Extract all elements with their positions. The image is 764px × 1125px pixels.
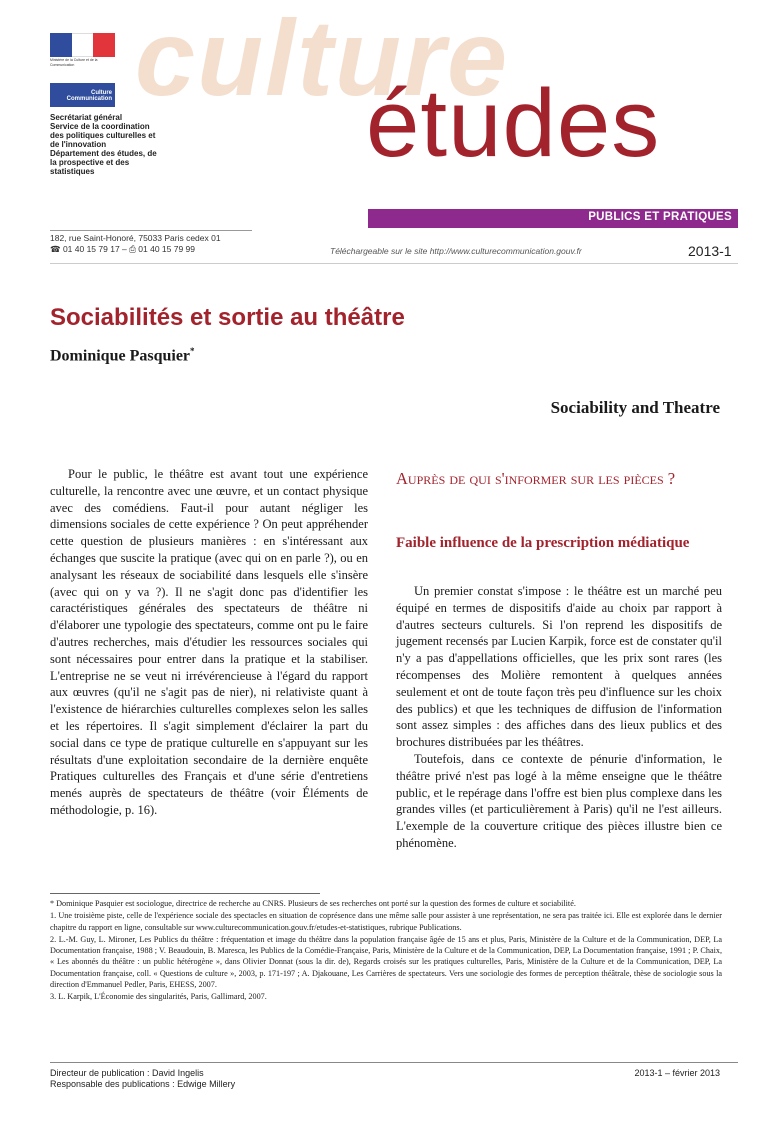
phone-line: ☎ 01 40 15 79 17 – ⎙ 01 40 15 79 99 [50, 244, 195, 254]
author-name: Dominique Pasquier [50, 347, 191, 365]
logo-ministry-text: Ministère de la Culture et de la Communication [50, 58, 98, 67]
french-flag-icon [50, 33, 115, 57]
footer-divider [50, 1062, 738, 1063]
body-paragraph: Un premier constat s'impose : le théâtre est un marché peu équipé en termes de dispositifs d'aide au choix par rapport à d'autres secteurs culturels. Si l'on reprend les dispositifs de jugement recensés par Lucien Karpik, force est de constater qu'il n'y a pas d'appellations officielles, que les prix sont rares (les récompenses des Molière remontent à quelques années seulement et ont de toute façon très peu d'influence sur les choix des publics) et que les techniques de diffusion de l'information sont assez simples : des affiches dans des lieux publics et des brochures distribuées par les théâtres. [396, 584, 722, 750]
header-divider [50, 263, 738, 264]
footnote: 2. L.-M. Guy, L. Mironer, Les Publics du théâtre : fréquentation et image du théâtre dans la population française âgée de 15 ans et plus, Paris, Ministère de la Culture et de la Communication, DEP, La Documentation française, 1988 ; V. Beaudouin, B. Maresca, les Publics de la Comédie-Française, Paris, Ministère de la Culture et de la Communication, DEP, La Documentation française, 1991 ; P. Chaix, « Les abonnés du théâtre : un public hétérogène », dans Olivier Donnat (sous la dir. de), Regards croisés sur les pratiques culturelles, Paris, Ministère de la Culture et de la Communication, DEP, La Documentation française, coll. « Questions de culture », 2003, p. 171-197 ; A. Djakouane, Les Carrières de spectateurs. Vers une sociologie des formes de perception théâtrale, thèse de sociologie sous la direction d'Emmanuel Pedler, Paris, EHESS, 2007. [50, 934, 722, 990]
section-heading: Auprès de qui s'informer sur les pièces ? [396, 469, 676, 488]
left-column [50, 466, 368, 819]
subsection-heading: Faible influence de la prescription médiatique [396, 535, 690, 551]
series-banner [368, 209, 738, 228]
issue-number: 2013-1 [688, 243, 732, 259]
publication-responsible: Responsable des publications : Edwige Millery [50, 1079, 236, 1089]
org-line: Service de la coordination des politiques culturelles et de l'innovation [50, 122, 156, 149]
article-title: Sociabilités et sortie au théâtre [50, 304, 405, 331]
article-author [50, 346, 195, 365]
download-site-text: Téléchargeable sur le site http://www.culturecommunication.gouv.fr [330, 246, 582, 256]
address-line: 182, rue Saint-Honoré, 75033 Paris cedex 01 [50, 233, 221, 243]
address-block [50, 233, 330, 255]
series-label: PUBLICS ET PRATIQUES [588, 211, 732, 223]
org-line: Secrétariat général [50, 113, 123, 122]
footer-credits [50, 1068, 235, 1090]
footnotes [50, 898, 722, 1004]
body-paragraph: Pour le public, le théâtre est avant tout une expérience culturelle, la rencontre avec une œuvre, et un contact physique avec des comédiens. Faut-il pour autant négliger les dimensions sociales de cette expérience ? On peut appréhender cette question de plusieurs manières : en s'intéressant aux échanges que suscite la pratique (avec qui on en parle ?), ou en analysant les réseaux de sociabilité dans lesquels elle s'insère (avec qui on y va ?). Il ne s'agit donc pas d'identifier les caractéristiques générales des spectateurs de théâtre ni d'élaborer une typologie des spectateurs, comme ont pu le faire d'autres recherches, mais d'étudier les ressources sociales qui sont nécessaires pour entrer dans la pratique et la stabiliser. L'entreprise ne se veut ni irrévérencieuse à l'égard du rapport aux œuvres (qu'il ne s'agit pas de nier), ni relativiste quant à l'existence de hiérarchies culturelles complexes selon les salles et les répertoires. Il s'agit simplement d'éclairer la part du social dans ce type de pratique culturelle en s'appuyant sur les résultats d'une exploitation secondaire de la dernière enquête Pratiques culturelles des Français et d'une série d'entretiens menés auprès de spectateurs de théâtre (voir Éléments de méthodologie, p. 16). [50, 467, 368, 817]
body-paragraph: Toutefois, dans ce contexte de pénurie d'information, le théâtre privé n'est pas logé à la même enseigne que le théâtre public, et le repérage dans l'offre est bien plus complexe dans les grandes villes (et particulièrement à Paris) qu'il ne l'est ailleurs. L'exemple de la couverture critique des pièces illustre bien ce phénomène. [396, 751, 722, 850]
footnote-divider [50, 893, 320, 894]
author-note-marker: * [190, 346, 195, 356]
address-divider [50, 230, 252, 231]
footnote: * Dominique Pasquier est sociologue, directrice de recherche au CNRS. Plusieurs de ses recherches ont porté sur la question des formes de culture et sociabilité. [50, 899, 576, 908]
ministry-logo [50, 33, 115, 107]
english-subtitle: Sociability and Theatre [550, 398, 720, 417]
logo-band-text: Culture Communication [66, 90, 112, 102]
org-line: Département des études, de la prospective et des statistiques [50, 149, 157, 176]
brand-title: études [366, 70, 661, 177]
publication-director: Directeur de publication : David Ingelis [50, 1068, 204, 1078]
footer-issue-date: 2013-1 – février 2013 [634, 1068, 720, 1078]
footnote: 1. Une troisième piste, celle de l'expérience sociale des spectacles en situation de coprésence dans une même salle pour assister à une représentation, ne sera pas traitée ici. Elle est explorée dans le dernier chapitre du rapport en ligne, consultable sur www.culturecommunication.gouv.fr/etudes-et-statistiques, rubrique Publications. [50, 911, 722, 932]
brand-background-word: culture [135, 0, 510, 118]
footnote: 3. L. Karpik, L'Économie des singularités, Paris, Gallimard, 2007. [50, 992, 267, 1002]
org-block [50, 113, 160, 176]
right-column [396, 583, 722, 852]
logo-band [50, 83, 115, 107]
